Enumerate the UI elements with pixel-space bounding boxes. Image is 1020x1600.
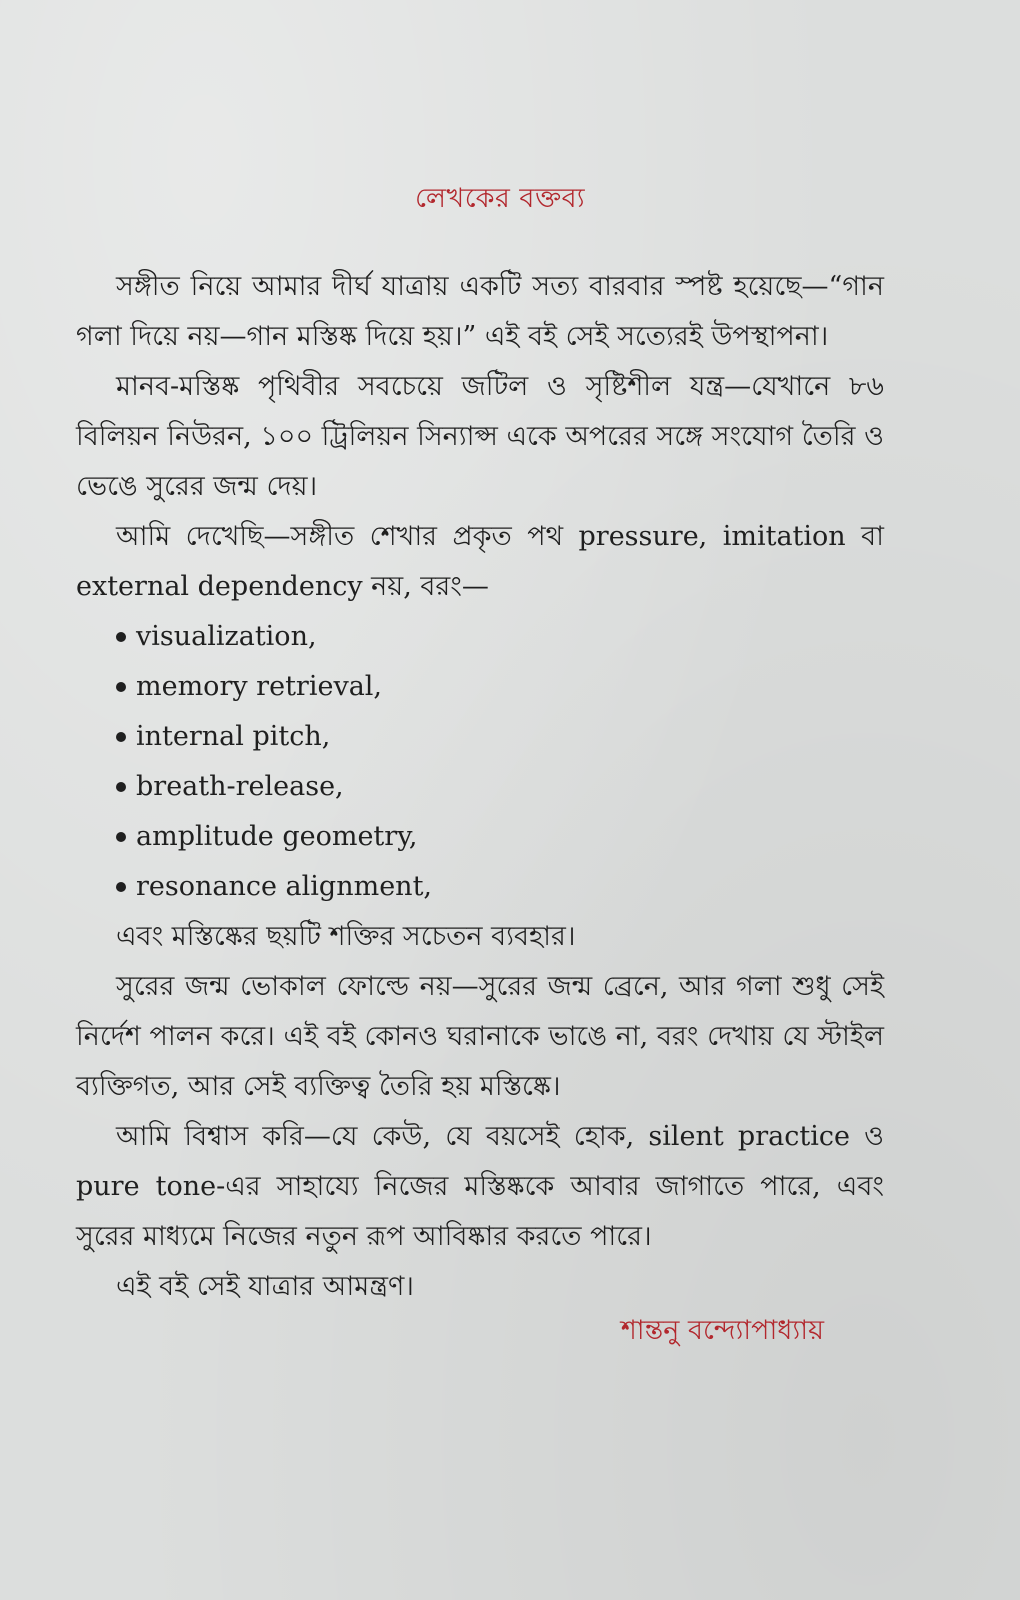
paragraph-2: মানব-মস্তিষ্ক পৃথিবীর সবচেয়ে জটিল ও সৃষ্টিশীল যন্ত্র—যেখানে ৮৬ বিলিয়ন নিউরন, ১০০ ট্রিলিয়ন সিন্যাপ্স একে অপরের সঙ্গে সংযোগ তৈরি ও ভেঙে সুরের জন্ম দেয়। [76,371,884,502]
paragraph-4: এবং মস্তিষ্কের ছয়টি শক্তির সচেতন ব্যবহার। [116,921,576,952]
bullet-text: amplitude geometry, [136,821,418,852]
bullet-icon [116,682,126,692]
bullet-icon [116,782,126,792]
bullet-item [116,662,884,712]
bullet-item [116,812,884,862]
bullet-icon [116,832,126,842]
paragraph-7: এই বই সেই যাত্রার আমন্ত্রণ। [116,1271,414,1302]
bullet-list [76,612,884,912]
bullet-icon [116,882,126,892]
page-heading: লেখকের বক্তব্য [414,183,586,214]
bullet-text: internal pitch, [136,721,331,752]
paragraph-1: সঙ্গীত নিয়ে আমার দীর্ঘ যাত্রায় একটি সত্য বারবার স্পষ্ট হয়েছে—“গান গলা দিয়ে নয়—গান মস্তিষ্ক দিয়ে হয়।” এই বই সেই সত্যেরই উপস্থাপনা। [76,271,884,352]
paragraph-3: আমি দেখেছি—সঙ্গীত শেখার প্রকৃত পথ pressure, imitation বা external dependency নয়, বরং— [76,521,884,602]
author-signature: শান্তনু বন্দ্যোপাধ্যায় [620,1315,824,1346]
bullet-item [116,762,884,812]
bullet-text: visualization, [136,621,317,652]
bullet-item [116,612,884,662]
bullet-icon [116,632,126,642]
bullet-icon [116,732,126,742]
body-text [76,262,884,1312]
bullet-text: breath-release, [136,771,344,802]
bullet-item [116,712,884,762]
bullet-item [116,862,884,912]
bullet-text: memory retrieval, [136,671,383,702]
bullet-text: resonance alignment, [136,871,432,902]
paragraph-5: সুরের জন্ম ভোকাল ফোল্ডে নয়—সুরের জন্ম ব্রেনে, আর গলা শুধু সেই নির্দেশ পালন করে। এই বই কোনও ঘরানাকে ভাঙে না, বরং দেখায় যে স্টাইল ব্যক্তিগত, আর সেই ব্যক্তিত্ব তৈরি হয় মস্তিষ্কে। [76,971,884,1102]
paragraph-6: আমি বিশ্বাস করি—যে কেউ, যে বয়সেই হোক, silent practice ও pure tone-এর সাহায্যে নিজের মস্তিষ্ককে আবার জাগাতে পারে, এবং সুরের মাধ্যমে নিজের নতুন রূপ আবিষ্কার করতে পারে। [76,1121,884,1252]
